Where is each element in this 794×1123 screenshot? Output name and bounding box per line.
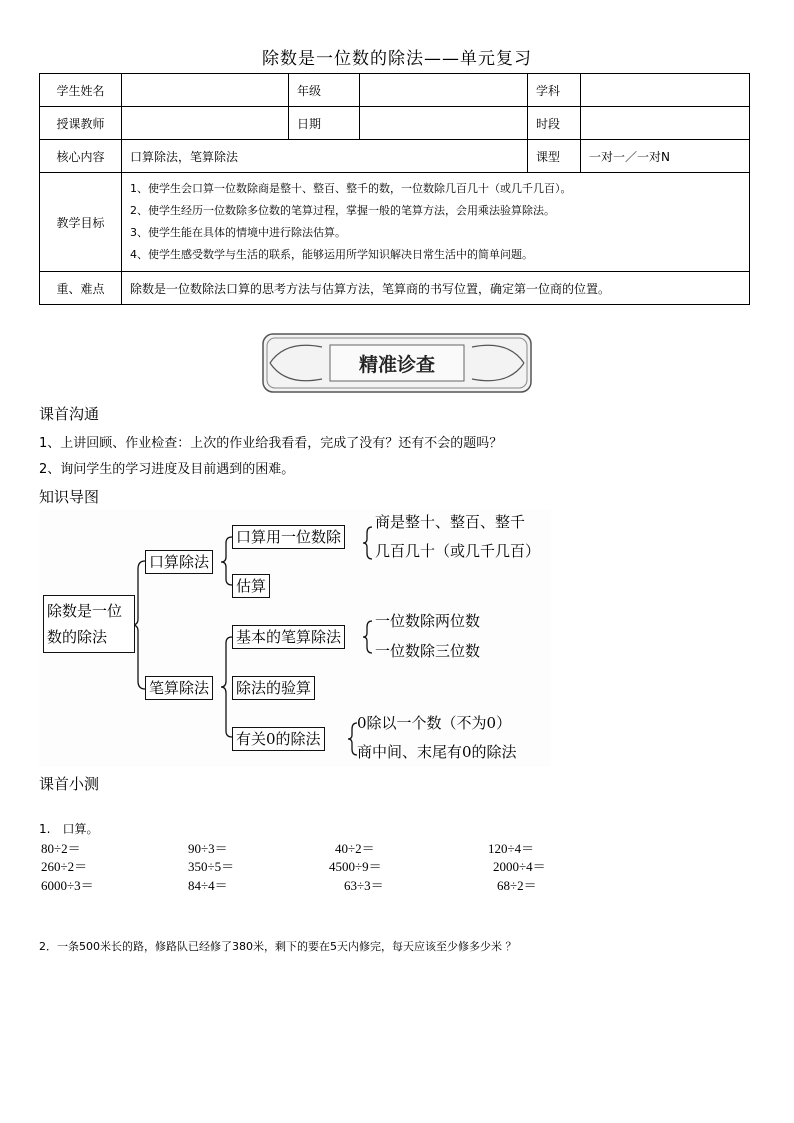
banner-text: 精准诊查 bbox=[358, 354, 436, 376]
student-name-field[interactable] bbox=[122, 74, 289, 107]
core-content-value: 口算除法，笔算除法 bbox=[122, 140, 528, 173]
subject-field[interactable] bbox=[581, 74, 750, 107]
goal-item: 2、使学生经历一位数除多位数的笔算过程，掌握一般的笔算方法，会用乘法验算除法。 bbox=[130, 204, 555, 217]
goal-item: 3、使学生能在具体的情境中进行除法估算。 bbox=[130, 226, 346, 239]
teacher-label: 授课教师 bbox=[40, 107, 122, 140]
key-points-label: 重、难点 bbox=[40, 272, 122, 305]
mindmap-leaf: 商中间、末尾有0的除法 bbox=[357, 743, 517, 761]
calc-item: 350÷5＝ bbox=[188, 859, 235, 874]
core-content-label: 核心内容 bbox=[40, 140, 122, 173]
mindmap-root-line: 除数是一位 bbox=[47, 602, 123, 620]
mindmap-node-oral-divide: 口算用一位数除 bbox=[232, 525, 345, 549]
calc-item: 4500÷9＝ bbox=[329, 859, 382, 874]
mindmap-leaf: 一位数除三位数 bbox=[375, 642, 481, 660]
mindmap-leaf: 0除以一个数（不为0） bbox=[357, 714, 512, 732]
goals-list bbox=[122, 173, 750, 272]
subject-label: 学科 bbox=[528, 74, 581, 107]
calc-item: 68÷2＝ bbox=[497, 878, 537, 893]
question-text: 2．一条500米长的路，修路队已经修了380米，剩下的要在5天内修完，每天应该至少修多少米 ？ bbox=[39, 940, 517, 953]
grade-label: 年级 bbox=[289, 74, 360, 107]
mindmap-leaf: 几百几十（或几千几百） bbox=[375, 542, 541, 560]
period-field[interactable] bbox=[581, 107, 750, 140]
calc-item: 40÷2＝ bbox=[335, 841, 375, 856]
paragraph-line: 1、上讲回顾、作业检查：上次的作业给我看看，完成了没有？还有不会的题吗？ bbox=[39, 436, 503, 451]
calc-item: 90÷3＝ bbox=[188, 841, 228, 856]
mindmap-node-written: 笔算除法 bbox=[145, 676, 213, 700]
mindmap-root-line: 数的除法 bbox=[47, 628, 108, 646]
lesson-info-table bbox=[39, 73, 750, 305]
section-heading: 知识导图 bbox=[39, 488, 100, 506]
mindmap-node-estimate: 估算 bbox=[232, 574, 270, 598]
calc-item: 80÷2＝ bbox=[41, 841, 81, 856]
page-title: 除数是一位数的除法——单元复习 bbox=[262, 49, 532, 69]
period-label: 时段 bbox=[528, 107, 581, 140]
question-label: 1. 口算。 bbox=[39, 822, 99, 836]
mindmap-node-basic-written: 基本的笔算除法 bbox=[232, 625, 345, 649]
section-heading: 课首小测 bbox=[39, 775, 100, 793]
calc-item: 6000÷3＝ bbox=[41, 878, 94, 893]
mindmap-leaf: 商是整十、整百、整千 bbox=[375, 513, 526, 531]
section-banner bbox=[262, 333, 532, 393]
mindmap-node-oral: 口算除法 bbox=[145, 550, 213, 574]
goal-item: 1、使学生会口算一位数除商是整十、整百、整千的数，一位数除几百几十（或几千几百）。 bbox=[130, 182, 572, 195]
calc-item: 260÷2＝ bbox=[41, 859, 88, 874]
lesson-type-value: 一对一／一对N bbox=[581, 140, 750, 173]
mindmap-leaf: 一位数除两位数 bbox=[375, 612, 481, 630]
date-label: 日期 bbox=[289, 107, 360, 140]
knowledge-map bbox=[39, 509, 551, 767]
goals-label: 教学目标 bbox=[40, 173, 122, 272]
section-heading: 课首沟通 bbox=[39, 405, 100, 423]
date-field[interactable] bbox=[360, 107, 528, 140]
lesson-type-label: 课型 bbox=[528, 140, 581, 173]
goal-item: 4、使学生感受数学与生活的联系，能够运用所学知识解决日常生活中的简单问题。 bbox=[130, 248, 533, 261]
calc-item: 63÷3＝ bbox=[344, 878, 384, 893]
paragraph-line: 2、询问学生的学习进度及目前遇到的困难。 bbox=[39, 462, 295, 477]
key-points-value: 除数是一位数除法口算的思考方法与估算方法，笔算商的书写位置，确定第一位商的位置。 bbox=[122, 272, 750, 305]
student-name-label: 学生姓名 bbox=[40, 74, 122, 107]
mindmap-node-check: 除法的验算 bbox=[232, 676, 315, 700]
grade-field[interactable] bbox=[360, 74, 528, 107]
teacher-field[interactable] bbox=[122, 107, 289, 140]
calc-item: 84÷4＝ bbox=[188, 878, 228, 893]
mindmap-root bbox=[43, 595, 135, 653]
calc-item: 120÷4＝ bbox=[488, 841, 535, 856]
calc-item: 2000÷4＝ bbox=[493, 859, 546, 874]
mindmap-node-zero-division: 有关0的除法 bbox=[232, 727, 325, 751]
